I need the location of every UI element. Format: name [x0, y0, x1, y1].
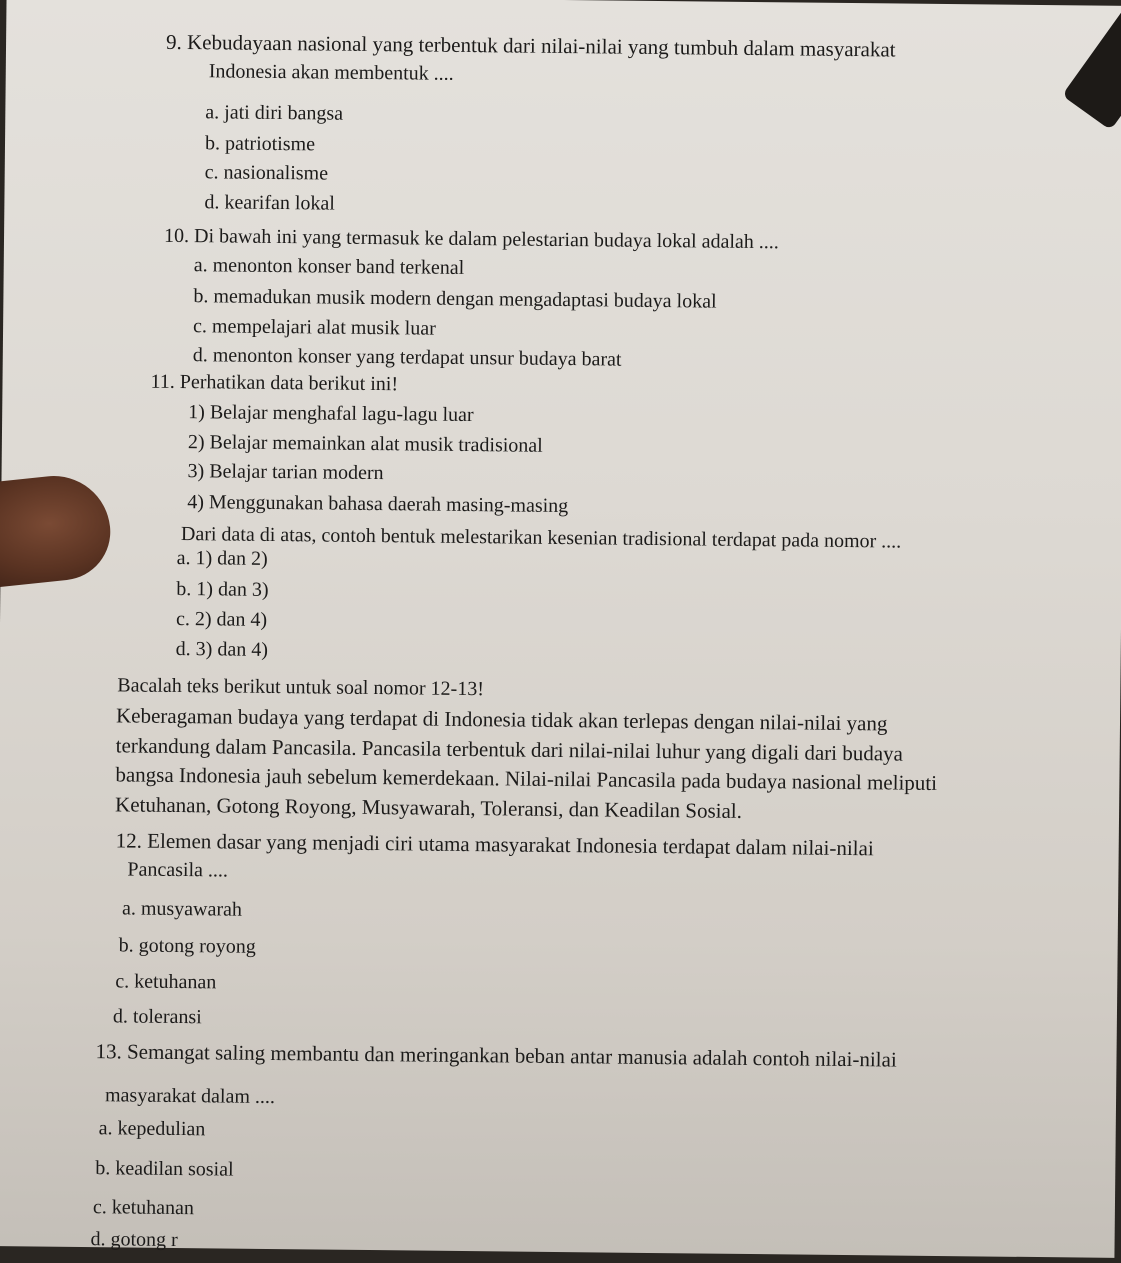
- q9-text-2: Indonesia akan membentuk ....: [208, 60, 454, 85]
- q11-item-3: 3) Belajar tarian modern: [187, 460, 384, 485]
- q13-option-d: d. gotong r: [90, 1228, 178, 1252]
- q11-option-a: a. 1) dan 2): [176, 546, 268, 570]
- q11-option-b: b. 1) dan 3): [176, 577, 269, 601]
- q9-option-c: c. nasionalisme: [204, 161, 329, 185]
- passage-heading: Bacalah teks berikut untuk soal nomor 12-13!: [117, 674, 485, 701]
- q12-text-1: 12. Elemen dasar yang menjadi ciri utama masyarakat Indonesia terdapat dalam nilai-nilai: [115, 828, 874, 861]
- q11-item-1: 1) Belajar menghafal lagu-lagu luar: [188, 401, 474, 427]
- q10-option-b: b. memadukan musik modern dengan mengadaptasi budaya lokal: [193, 285, 717, 313]
- q12-option-c: c. ketuhanan: [115, 970, 217, 994]
- q11-option-c: c. 2) dan 4): [175, 607, 268, 631]
- q13-option-c: c. ketuhanan: [92, 1196, 195, 1220]
- q13-option-a: a. kepedulian: [98, 1117, 206, 1141]
- q10-option-d: d. menonton konser yang terdapat unsur budaya barat: [192, 344, 622, 371]
- q13-option-b: b. keadilan sosial: [95, 1157, 234, 1181]
- q12-option-d: d. toleransi: [112, 1005, 202, 1029]
- passage-line-3: bangsa Indonesia jauh sebelum kemerdekaan. Nilai-nilai Pancasila pada budaya nasional meliputi: [115, 762, 938, 795]
- q13-text-2: masyarakat dalam ....: [104, 1084, 276, 1109]
- q9-option-d: d. kearifan lokal: [204, 191, 336, 215]
- q9-option-a: a. jati diri bangsa: [205, 101, 344, 125]
- passage-line-2: terkandung dalam Pancasila. Pancasila terbentuk dari nilai-nilai luhur yang digali dari budaya: [115, 733, 904, 766]
- q11-question: Dari data di atas, contoh bentuk melestarikan kesenian tradisional terdapat pada nomor ....: [180, 523, 902, 553]
- q11-item-2: 2) Belajar memainkan alat musik tradisional: [187, 431, 543, 457]
- q10-text: 10. Di bawah ini yang termasuk ke dalam pelestarian budaya lokal adalah ....: [163, 224, 779, 254]
- q9-text-1: 9. Kebudayaan nasional yang terbentuk dari nilai-nilai yang tumbuh dalam masyarakat: [165, 29, 896, 62]
- q11-option-d: d. 3) dan 4): [175, 637, 269, 661]
- passage-line-1: Keberagaman budaya yang terdapat di Indonesia tidak akan terlepas dengan nilai-nilai yang: [115, 703, 888, 736]
- q10-option-a: a. menonton konser band terkenal: [193, 254, 465, 279]
- q11-item-4: 4) Menggunakan bahasa daerah masing-masing: [187, 491, 569, 518]
- q11-text: 11. Perhatikan data berikut ini!: [150, 370, 399, 396]
- q13-text-1: 13. Semangat saling membantu dan meringankan beban antar manusia adalah contoh nilai-nilai: [95, 1039, 897, 1072]
- passage-line-4: Ketuhanan, Gotong Royong, Musyawarah, Toleransi, dan Keadilan Sosial.: [114, 792, 743, 823]
- q10-option-c: c. mempelajari alat musik luar: [193, 315, 436, 340]
- q12-option-b: b. gotong royong: [118, 934, 256, 958]
- q12-text-2: Pancasila ....: [127, 858, 229, 882]
- background-shadow: [1062, 0, 1121, 130]
- q12-option-a: a. musyawarah: [121, 897, 243, 921]
- q9-option-b: b. patriotisme: [204, 132, 316, 156]
